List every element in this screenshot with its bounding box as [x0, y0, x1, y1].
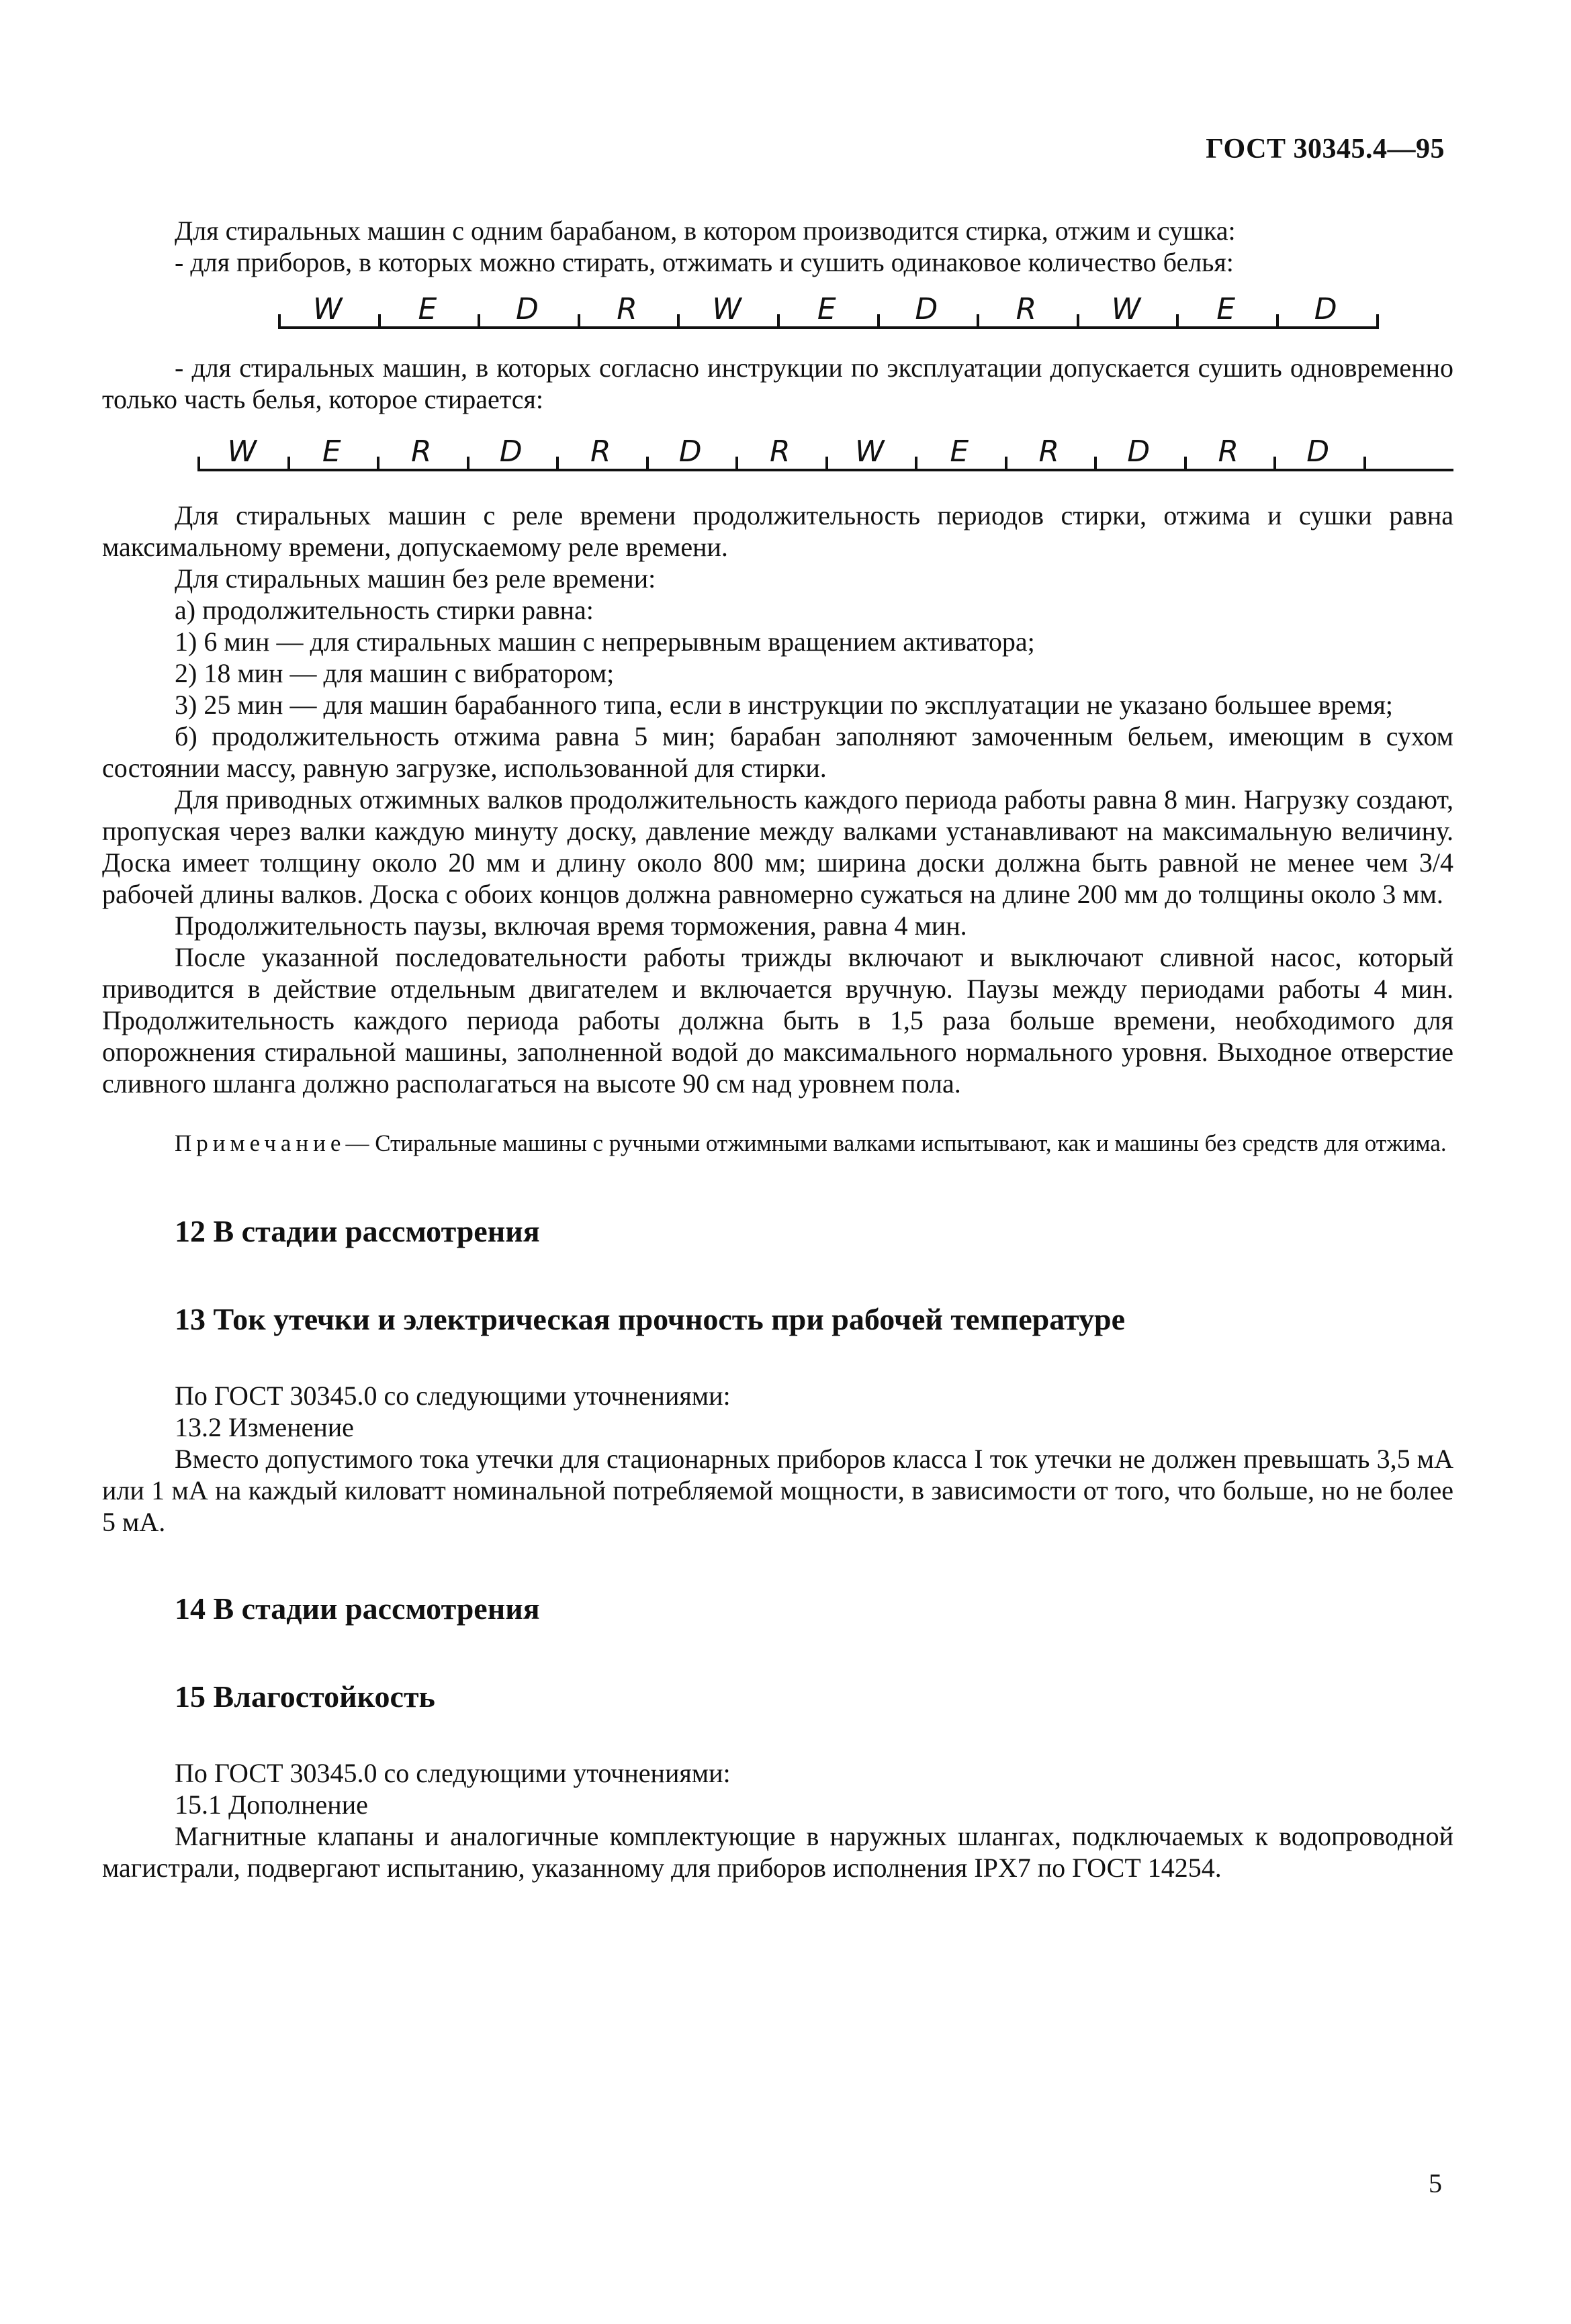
- page-number: 5: [1429, 2168, 1442, 2198]
- sequence-step: R: [556, 435, 646, 469]
- sequence-step: D: [478, 293, 578, 326]
- sequence-step: W: [677, 293, 777, 326]
- sequence-step: R: [977, 293, 1077, 326]
- sequence-step: D: [1273, 435, 1363, 469]
- sequence-step: D: [467, 435, 557, 469]
- sequence-step: R: [1184, 435, 1274, 469]
- sequence-step: W: [197, 435, 287, 469]
- operation-sequence-equal-load: [278, 293, 1376, 329]
- drum-intro-line1: Для стиральных машин с одним барабаном, в котором производится стирка, отжим и сушка:: [175, 216, 1236, 246]
- section-13-subheading: 13.2 Изменение: [175, 1412, 354, 1442]
- pause-paragraph: Продолжительность паузы, включая время торможения, равна 4 мин.: [175, 911, 967, 941]
- section-13-body: Вместо допустимого тока утечки для стационарных приборов класса I ток утечки не должен превышать 3,5 мА или 1 мА на каждый киловатт номинальной потребляемой мощности, в зависимости от того, что больше, но не более 5 мА.: [102, 1444, 1453, 1537]
- section-15-subheading: 15.1 Дополнение: [175, 1790, 368, 1820]
- section-13-lead: По ГОСТ 30345.0 со следующими уточнениями:: [175, 1381, 731, 1411]
- sequence-step: E: [287, 435, 377, 469]
- sequence-step: W: [1077, 293, 1177, 326]
- sequence-step: E: [915, 435, 1005, 469]
- rollers-paragraph: Для приводных отжимных валков продолжительность каждого периода работы равна 8 мин. Нагрузку создают, пропуская через валки каждую минуту доску, давление между валками устанавливают на максимальную величину. Доска имеет толщину около 20 мм и длину около 800 мм; ширина доски должна быть равной не менее чем 3/4 рабочей длины валков. Доска с обоих концов должна равномерно сужаться на длине 200 мм до толщины около 3 мм.: [102, 784, 1453, 909]
- sequence-step: D: [1094, 435, 1184, 469]
- sequence-step: E: [1176, 293, 1276, 326]
- section-15-lead: По ГОСТ 30345.0 со следующими уточнениями:: [175, 1758, 731, 1788]
- operation-sequence-partial-dry: [197, 435, 1453, 471]
- sequence-step: R: [377, 435, 467, 469]
- page-body: [102, 215, 1453, 1884]
- item-b: б) продолжительность отжима равна 5 мин; барабан заполняют замоченным бельем, имеющим в сухом состоянии массу, равную загрузке, использованной для стирки.: [102, 721, 1453, 783]
- sequence-step: R: [735, 435, 825, 469]
- partial-dry-paragraph: - для стиральных машин, в которых согласно инструкции по эксплуатации допускается сушить одновременно только часть белья, которое стирается:: [102, 353, 1453, 414]
- sequence-step: W: [825, 435, 915, 469]
- note-text: — Стиральные машины с ручными отжимными валками испытывают, как и машины без средств для отжима.: [345, 1130, 1447, 1156]
- pump-paragraph: После указанной последовательности работы трижды включают и выключают сливной насос, который приводится в действие отдельным двигателем и включается вручную. Паузы между периодами работы 4 мин. Продолжительность каждого периода работы должна быть в 1,5 раза больше времени, необходимого для опорожнения стиральной машины, заполненной водой до максимального нормального уровня. Выходное отверстие сливного шланга должно располагаться на высоте 90 см над уровнем пола.: [102, 942, 1453, 1099]
- item-a: а) продолжительность стирки равна:: [175, 595, 594, 625]
- item-a3: 3) 25 мин — для машин барабанного типа, если в инструкции по эксплуатации не указано большее время;: [175, 690, 1393, 720]
- sequence-step: R: [578, 293, 678, 326]
- item-a1: 1) 6 мин — для стиральных машин с непрерывным вращением активатора;: [175, 626, 1035, 657]
- section-15-body: Магнитные клапаны и аналогичные комплектующие в наружных шлангах, подключаемых к водопроводной магистрали, подвергают испытанию, указанному для приборов исполнения IPX7 по ГОСТ 14254.: [102, 1821, 1453, 1883]
- sequence-step: E: [777, 293, 877, 326]
- section-15-heading: 15 Влагостойкость: [175, 1679, 435, 1714]
- section-14-heading: 14 В стадии рассмотрения: [175, 1591, 540, 1626]
- section-12-heading: 12 В стадии рассмотрения: [175, 1214, 540, 1248]
- note-label: Примечание: [175, 1130, 346, 1156]
- no-timer-paragraph: Для стиральных машин без реле времени:: [175, 563, 656, 594]
- sequence-step: R: [1005, 435, 1095, 469]
- timer-relay-paragraph: Для стиральных машин с реле времени продолжительность периодов стирки, отжима и сушки равна максимальному времени, допускаемому реле времени.: [102, 500, 1453, 562]
- sequence-step: D: [877, 293, 977, 326]
- note: [102, 1129, 1453, 1158]
- sequence-step: D: [646, 435, 736, 469]
- sequence-step: W: [278, 293, 378, 326]
- sequence-step: D: [1276, 293, 1376, 326]
- item-a2: 2) 18 мин — для машин с вибратором;: [175, 658, 615, 688]
- drum-intro-line2: - для приборов, в которых можно стирать, отжимать и сушить одинаковое количество белья:: [175, 247, 1234, 277]
- document-header: ГОСТ 30345.4—95: [1206, 134, 1445, 165]
- sequence-step: E: [378, 293, 478, 326]
- section-13-heading: 13 Ток утечки и электрическая прочность при рабочей температуре: [175, 1302, 1126, 1336]
